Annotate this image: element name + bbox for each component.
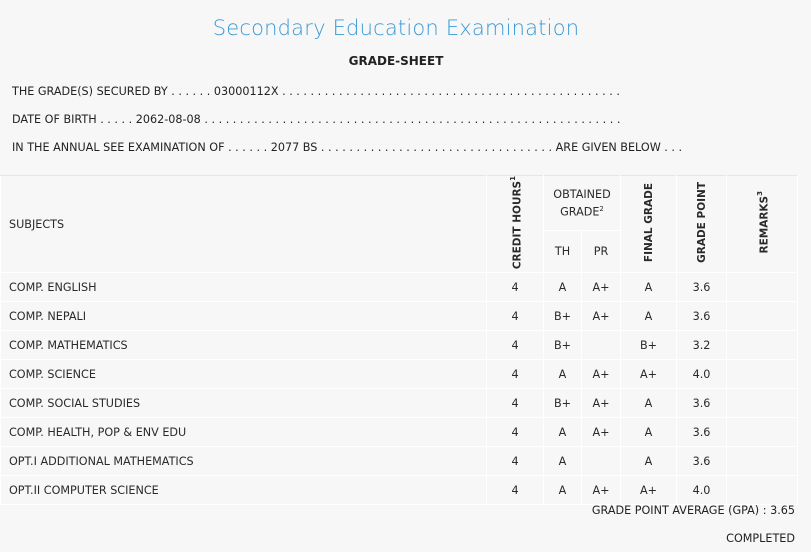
symbol-number: 03000112X [213, 85, 279, 98]
secured-by-label: THE GRADE(S) SECURED BY . . . . . . [12, 85, 211, 98]
credit-hours-cell: 4 [487, 302, 544, 331]
final-grade-cell: A [621, 273, 677, 302]
exam-suffix: ARE GIVEN BELOW . . . [555, 141, 683, 154]
credit-hours-cell: 4 [487, 331, 544, 360]
table-row [1, 302, 798, 331]
final-grade-cell: A [621, 389, 677, 418]
grade-point-cell: 3.2 [677, 331, 727, 360]
grade-point-label: GRADE POINT [695, 182, 708, 264]
pr-grade-cell: A+ [582, 418, 621, 447]
obtained-grade-label: OBTAINED GRADE [553, 187, 611, 219]
header-pr: PR [582, 231, 621, 273]
exam-line [12, 141, 682, 154]
pr-grade-cell: A+ [582, 273, 621, 302]
credit-hours-footnote: 1 [508, 176, 517, 181]
gpa-line [592, 504, 795, 517]
th-grade-cell: A [544, 447, 582, 476]
gpa-value: 3.65 [770, 504, 795, 517]
final-grade-label: FINAL GRADE [642, 183, 655, 263]
dob-dots: . . . . . . . . . . . . . . . . . . . . . . . . . . . . . . . . . . . . . . . . . . . . . . . . . . . . . . . . . . . [204, 113, 621, 126]
credit-hours-label: CREDIT HOURS [511, 180, 524, 270]
secured-by-dots: . . . . . . . . . . . . . . . . . . . . . . . . . . . . . . . . . . . . . . . . . . . . . . . . [282, 85, 620, 98]
th-grade-cell: B+ [544, 331, 582, 360]
exam-label: IN THE ANNUAL SEE EXAMINATION OF . . . . . . [12, 141, 268, 154]
subject-cell: COMP. MATHEMATICS [1, 331, 487, 360]
credit-hours-cell: 4 [487, 418, 544, 447]
grade-point-cell: 3.6 [677, 389, 727, 418]
gpa-label: GRADE POINT AVERAGE (GPA) : [591, 504, 767, 517]
grade-point-cell: 3.6 [677, 418, 727, 447]
th-grade-cell: A [544, 273, 582, 302]
th-grade-cell: B+ [544, 302, 582, 331]
final-grade-cell: A+ [621, 476, 677, 505]
header-obtained-grade [544, 176, 621, 231]
credit-hours-cell: 4 [487, 273, 544, 302]
pr-grade-cell [582, 331, 621, 360]
pr-grade-cell: A+ [582, 476, 621, 505]
header-subjects: SUBJECTS [1, 176, 487, 273]
remarks-cell [727, 476, 798, 505]
result-status: COMPLETED [726, 532, 795, 545]
page-subtitle: GRADE-SHEET [348, 54, 444, 68]
remarks-footnote: 3 [755, 191, 764, 197]
table-row [1, 360, 798, 389]
subject-cell: OPT.II COMPUTER SCIENCE [1, 476, 487, 505]
secured-by-line [12, 85, 620, 98]
subject-cell: COMP. SOCIAL STUDIES [1, 389, 487, 418]
pr-grade-cell: A+ [582, 389, 621, 418]
final-grade-cell: A [621, 447, 677, 476]
page-title: Secondary Education Examination [212, 16, 580, 40]
table-row [1, 389, 798, 418]
obtained-grade-footnote: 2 [599, 204, 604, 213]
exam-dots: . . . . . . . . . . . . . . . . . . . . . . . . . . . . . . . . . [320, 141, 553, 154]
final-grade-cell: A [621, 418, 677, 447]
final-grade-cell: A+ [621, 360, 677, 389]
header-final-grade [621, 176, 677, 273]
credit-hours-cell: 4 [487, 389, 544, 418]
credit-hours-cell: 4 [487, 360, 544, 389]
subject-cell: OPT.I ADDITIONAL MATHEMATICS [1, 447, 487, 476]
grade-point-cell: 3.6 [677, 302, 727, 331]
remarks-cell [727, 360, 798, 389]
th-grade-cell: A [544, 476, 582, 505]
subject-cell: COMP. SCIENCE [1, 360, 487, 389]
final-grade-cell: B+ [621, 331, 677, 360]
table-row [1, 476, 798, 505]
remarks-cell [727, 447, 798, 476]
remarks-label: REMARKS [758, 196, 771, 254]
dob-line [12, 113, 620, 126]
header-th: TH [544, 231, 582, 273]
th-grade-cell: A [544, 360, 582, 389]
table-row [1, 331, 798, 360]
date-of-birth: 2062-08-08 [135, 113, 201, 126]
pr-grade-cell: A+ [582, 360, 621, 389]
credit-hours-cell: 4 [487, 447, 544, 476]
remarks-cell [727, 331, 798, 360]
subject-cell: COMP. ENGLISH [1, 273, 487, 302]
table-row [1, 273, 798, 302]
table-row [1, 418, 798, 447]
pr-grade-cell [582, 447, 621, 476]
grade-point-cell: 3.6 [677, 447, 727, 476]
header-remarks [727, 176, 798, 273]
exam-year: 2077 BS [270, 141, 318, 154]
pr-grade-cell: A+ [582, 302, 621, 331]
grade-table [0, 175, 798, 505]
final-grade-cell: A [621, 302, 677, 331]
th-grade-cell: B+ [544, 389, 582, 418]
remarks-cell [727, 273, 798, 302]
subject-cell: COMP. HEALTH, POP & ENV EDU [1, 418, 487, 447]
grade-point-cell: 4.0 [677, 476, 727, 505]
remarks-cell [727, 418, 798, 447]
grade-point-cell: 4.0 [677, 360, 727, 389]
subject-cell: COMP. NEPALI [1, 302, 487, 331]
header-grade-point [677, 176, 727, 273]
credit-hours-cell: 4 [487, 476, 544, 505]
header-credit-hours [487, 176, 544, 273]
table-row [1, 447, 798, 476]
dob-label: DATE OF BIRTH . . . . . [12, 113, 133, 126]
remarks-cell [727, 302, 798, 331]
th-grade-cell: A [544, 418, 582, 447]
remarks-cell [727, 389, 798, 418]
grade-point-cell: 3.6 [677, 273, 727, 302]
